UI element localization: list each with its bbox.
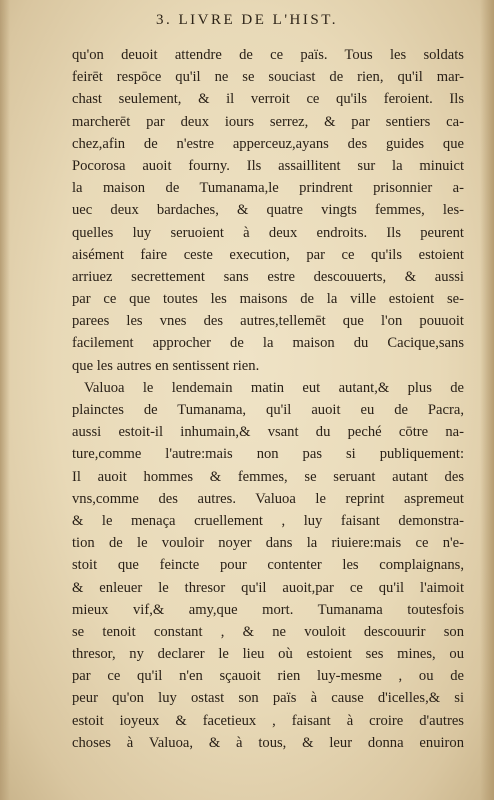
- text-line: qu'on deuoit attendre de ce païs. Tous les soldats: [72, 47, 464, 63]
- text-line: & le menaça cruellement , luy faisant demonstra-: [72, 512, 464, 529]
- text-line: tion de le vouloir noyer dans la riuiere:mais ce n'e-: [72, 535, 464, 552]
- paragraph-2: [72, 377, 464, 754]
- text-line: thresor, ny declarer le lieu où estoient ses mines, ou: [72, 646, 464, 663]
- text-line: peur qu'on luy ostast son païs à cause d'icelles,& si: [72, 690, 464, 707]
- text-line: la maison de Tumanama,le prindrent prisonnier a-: [72, 180, 464, 197]
- text-line: estoit ioyeux & facetieux , faisant à croire d'autres: [72, 712, 464, 729]
- running-header: 3. LIVRE DE L'HIST.: [156, 12, 338, 28]
- text-line: & enleuer le thresor qu'il auoit,par ce qu'il l'aimoit: [72, 579, 464, 596]
- page-right-shadow: [480, 0, 494, 800]
- text-line: aisément faire ceste execution, par ce qu'ils estoient: [72, 246, 464, 263]
- text-line: Pocorosa auoit fourny. Ils assaillitent sur la minuict: [72, 157, 464, 174]
- text-line: feirēt respōce qu'il ne se souciast de rien, qu'il mar-: [72, 69, 464, 86]
- text-line: Il auoit hommes & femmes, se seruant autant des: [72, 468, 464, 485]
- text-line: arriuez secrettement sans estre descouuerts, & aussi: [72, 268, 464, 285]
- text-line: facilement approcher de la maison du Cacique,sans: [72, 335, 464, 352]
- text-line: mieux vif,& amy,que mort. Tumanama toutesfois: [72, 601, 464, 618]
- text-line: aussi estoit-il inhumain,& vsant du peché cōtre na-: [72, 424, 464, 441]
- text-line: chast seulement, & il verroit ce qu'ils feroient. Ils: [72, 91, 464, 108]
- text-line: Valuoa le lendemain matin eut autant,& plus de: [84, 379, 464, 396]
- text-line: ture,comme l'autre:mais non pas si publiquement:: [72, 446, 464, 463]
- text-line: quelles luy seruoient à deux endroits. Ils peurent: [72, 224, 464, 241]
- text-line: stoit que feincte pour contenter les complaignans,: [72, 557, 464, 574]
- page-left-shadow: [0, 0, 10, 800]
- text-line: par ce qu'il n'en sçauoit rien luy-mesme , ou de: [72, 668, 464, 685]
- text-line: vns,comme des autres. Valuoa le reprint aspremeut: [72, 490, 464, 507]
- text-line: plainctes de Tumanama, qu'il auoit eu de Pacra,: [72, 402, 464, 418]
- paragraph-1: [72, 44, 464, 377]
- text-line: chez,afin de n'estre apperceuz,ayans des guides que: [72, 135, 464, 152]
- text-line: par ce que toutes les maisons de la ville estoient se-: [72, 291, 464, 308]
- text-line: choses à Valuoa, & à tous, & leur donna enuiron: [72, 734, 464, 751]
- text-line: parees les vnes des autres,tellemēt que l'on pouuoit: [72, 313, 464, 330]
- body-text: [72, 44, 464, 754]
- text-line: uec deux bardaches, & quatre vingts femmes, les-: [72, 202, 464, 219]
- text-line: que les autres en sentissent rien.: [72, 357, 260, 374]
- text-line: se tenoit constant , & ne vouloit descouurir son: [72, 623, 464, 640]
- text-line: marcherēt par deux iours serrez, & par sentiers ca-: [72, 113, 464, 130]
